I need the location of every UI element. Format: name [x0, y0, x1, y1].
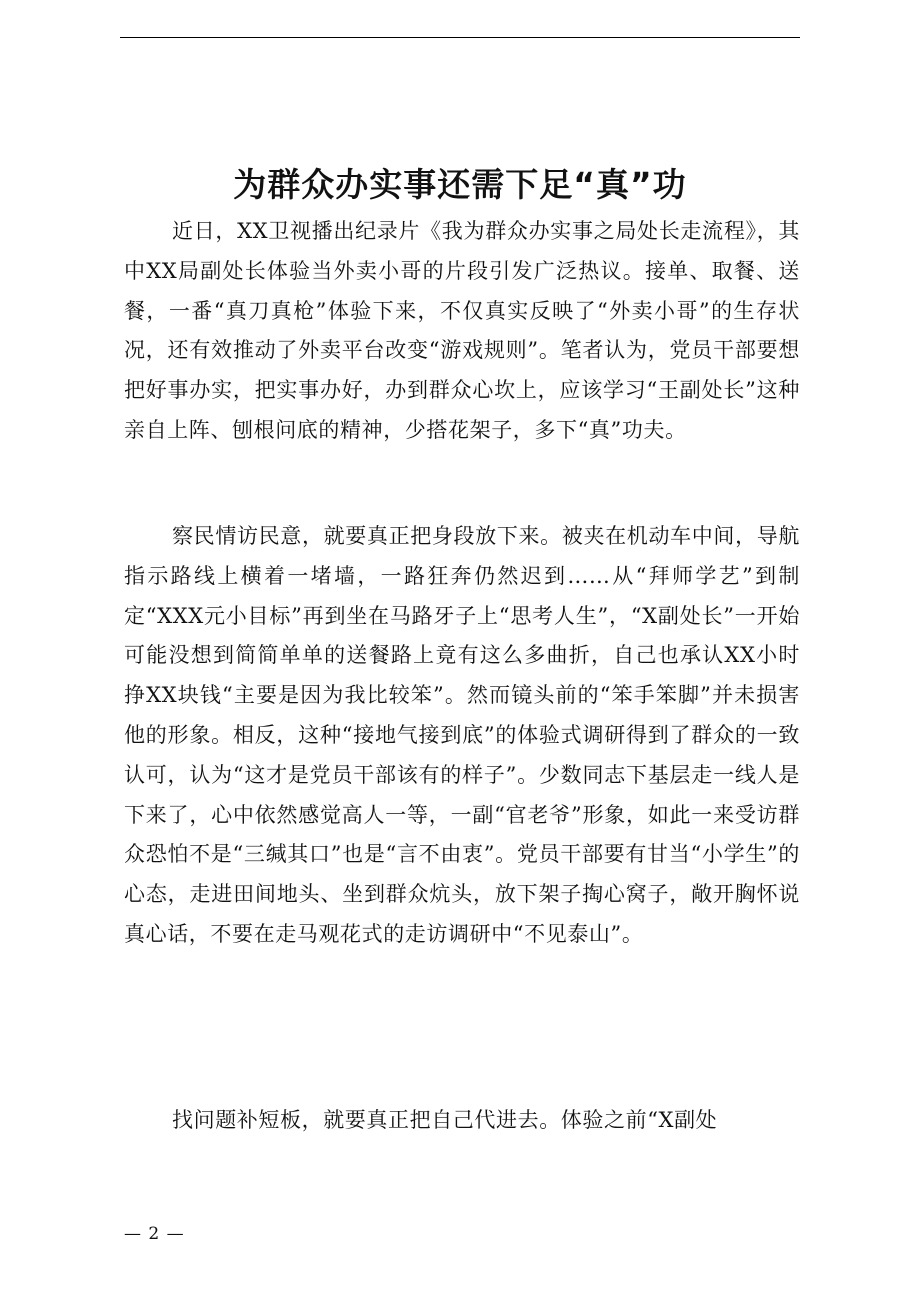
- paragraph-3: 找问题补短板，就要真正把自己代进去。体验之前“X副处: [172, 1108, 718, 1132]
- article-title: 为群众办实事还需下足“真”功: [233, 165, 687, 204]
- header-rule: [120, 37, 800, 38]
- paragraph-2: 察民情访民意，就要真正把身段放下来。被夹在机动车中间，导航指示路线上横着一堵墙，一路狂奔仍然迟到……从“拜师学艺”到制定“XXX元小目标”再到坐在马路牙子上“思考人生”，“X副处长”一开始可能没想到简简单单的送餐路上竟有这么多曲折，自己也承认XX小时挣XX块钱“主要是因为我比较笨”。然而镜头前的“笨手笨脚”并未损害他的形象。相反，这种“接地气接到底”的体验式调研得到了群众的一致认可，认为“这才是党员干部该有的样子”。少数同志下基层走一线人是下来了，心中依然感觉高人一等，一副“官老爷”形象，如此一来受访群众恐怕不是“三缄其口”也是“言不由衷”。党员干部要有甘当“小学生”的心态，走进田间地头、坐到群众炕头，放下架子掏心窝子，敞开胸怀说真心话，不要在走马观花式的走访调研中“不见泰山”。: [124, 524, 800, 946]
- page-number: — 2 —: [124, 1224, 185, 1244]
- paragraph-1: 近日，XX卫视播出纪录片《我为群众办实事之局处长走流程》，其中XX局副处长体验当外卖小哥的片段引发广泛热议。接单、取餐、送餐，一番“真刀真枪”体验下来，不仅真实反映了“外卖小哥”的生存状况，还有效推动了外卖平台改变“游戏规则”。笔者认为，党员干部要想把好事办实，把实事办好，办到群众心坎上，应该学习“王副处长”这种亲自上阵、刨根问底的精神，少搭花架子，多下“真”功夫。: [124, 219, 800, 442]
